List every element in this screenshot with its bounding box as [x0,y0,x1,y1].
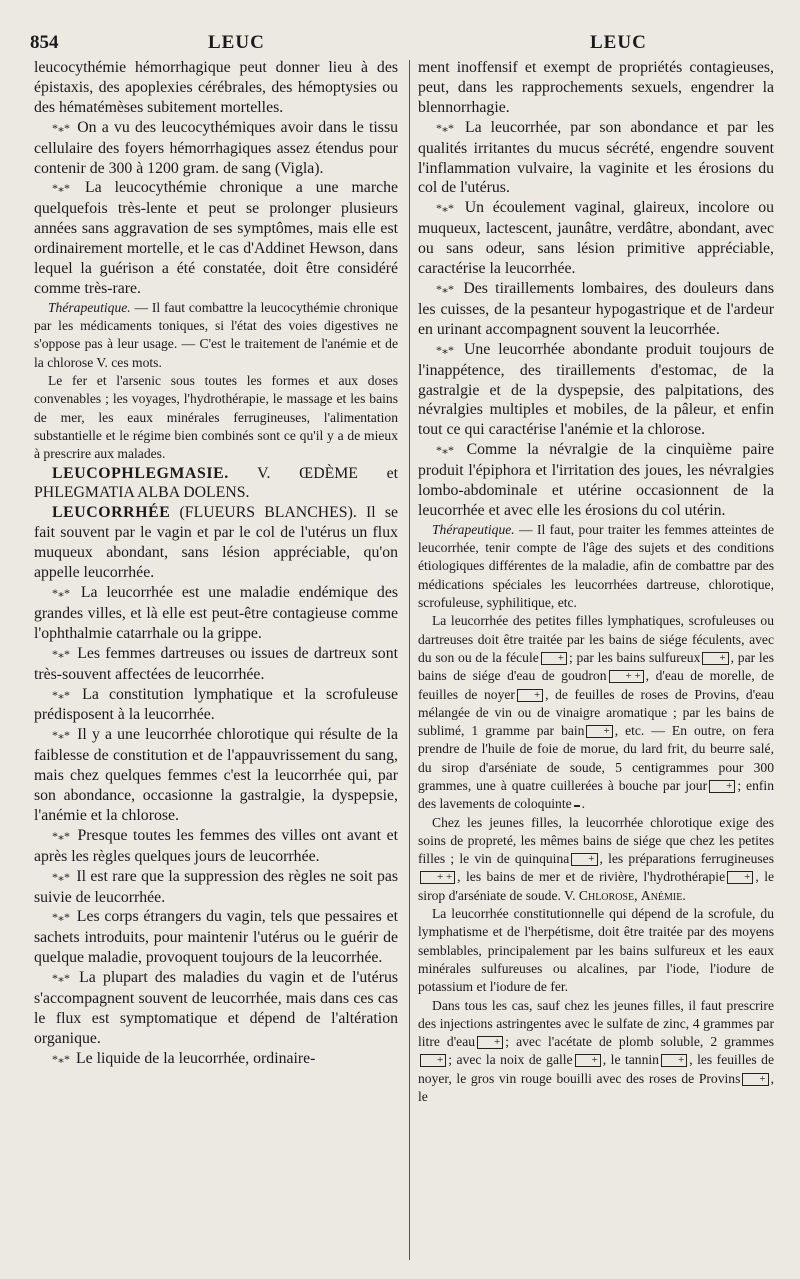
plus-box-icon: + [586,725,612,738]
asterism-icon: *⁎* [52,728,70,743]
plus-box-icon: + [571,853,597,866]
paragraph: *⁎* On a vu des leucocythémiques avoir dans le tissu cellulaire des foyers hémorrhagiques assez étendus pour contenir de 300 à 1200 gram. de sang (Vigla). [34,118,398,177]
asterism-icon: *⁎* [436,281,454,296]
paragraph: *⁎* Les corps étrangers du vagin, tels que pessaires et sachets introduits, pour maintenir l'utérus ou le guérir de quelque maladie, provoquent toujours de la leucorrhée. [34,908,398,967]
asterism-icon: *⁎* [436,120,454,135]
therapeutics-paragraph: Dans tous les cas, sauf chez les jeunes filles, il faut prescrire des injections astringentes avec le sulfate de zinc, 4 grammes par litre d'eau + ; avec l'acétate de plomb soluble, 2 grammes+ ; avec la noix de galle + , le tannin + , les feuilles de noyer, le gros vin rouge bouilli avec des roses de Provins + , le [418,997,774,1105]
paragraph: *⁎* Une leucorrhée abondante produit toujours de l'inappétence, des tiraillements d'estomac, de la gastralgie et de la dyspepsie, des palpitations, des névralgies multiples et mobiles, de la pâleur, et enfin tout ce qui caractérise l'anémie et la chlorose. [418,340,774,439]
plus-box-icon: + [477,1036,503,1049]
plus-box-icon: + [727,871,753,884]
paragraph: *⁎* Comme la névralgie de la cinquième paire produit l'épiphora et l'irritation des joues, les névralgies lombo-abdominale et utérine occasionnent de la leucorrhée et avec elle les érosions du col utérin. [418,441,774,519]
paragraph: *⁎* Le liquide de la leucorrhée, ordinaire- [52,1049,316,1067]
entry-leucophlegmasie: LEUCOPHLEGMASIE. V. ŒDÈME et PHLEGMATIA ALBA DOLENS. [34,464,398,502]
asterism-icon: *⁎* [52,1051,70,1066]
paragraph: *⁎* Il est rare que la suppression des règles ne soit pas suivie de leucorrhée. [34,867,398,906]
asterism-icon: *⁎* [52,646,70,661]
therapeutics-paragraph: Chez les jeunes filles, la leucorrhée chlorotique exige des soins de propreté, les mêmes bains de siége que chez les petites filles ; le vin de quinquina + , les préparations ferrugineuses+ + , les bains de mer et de rivière, l'hydrothérapie + , le sirop d'arséniate de soude. V. Chlorose, Anémie. [418,814,774,903]
plus-box-icon: + [420,1054,446,1067]
paragraph: *⁎* La constitution lymphatique et la scrofuleuse prédisposent à la leucorrhée. [34,685,398,724]
paragraph: *⁎* Les femmes dartreuses ou issues de dartreux sont très-souvent affectées de leucorrhée. [34,644,398,683]
plus-box-icon: + [575,1054,601,1067]
double-plus-box-icon: + + [420,871,455,884]
plus-box-icon: + [742,1073,768,1086]
running-header [30,32,772,58]
paragraph: ment inoffensif et exempt de propriétés contagieuses, peut, dans les rapprochements sexuels, engendrer la blennorrhagie. [418,59,774,116]
paragraph: *⁎* Presque toutes les femmes des villes ont avant et après les règles quelques jours de leucorrhée. [34,826,398,865]
asterism-icon: *⁎* [436,443,454,458]
section-label: Thérapeutique. [48,299,131,315]
empty-box-icon [574,805,580,807]
asterism-icon: *⁎* [436,342,454,357]
right-column [418,58,774,1263]
header-title-right: LEUC [590,32,647,53]
therapeutics-paragraph: La leucorrhée des petites filles lymphatiques, scrofuleuses ou dartreuses doit être traitée par les bains de siége féculents, avec du son ou de la fécule + ; par les bains sulfureux + , par les bains de siége d'eau de goudron + + , d'eau de morelle, de feuilles de noyer + , de feuilles de roses de Provins, d'eau mélangée de vin ou de vinaigre aromatique ; par les bains de sublimé, 1 gramme par bain + , etc. — En outre, on fera prendre de l'huile de foie de morue, du lard frit, du beurre salé, du sirop d'arséniate de soude, 5 centigrammes pour 300 grammes, une à quatre cuillerées à bouche par jour + ; enfin des lavements de coloquinte . [418,613,774,812]
asterism-icon: *⁎* [52,120,70,135]
asterism-icon: *⁎* [436,201,454,216]
entry-headword: LEUCOPHLEGMASIE. [52,464,229,482]
plus-box-icon: + [661,1054,687,1067]
asterism-icon: *⁎* [52,181,70,196]
column-divider [409,60,410,1260]
entry-headword: LEUCORRHÉE [52,504,171,522]
therapeutics-paragraph: Le fer et l'arsenic sous toutes les formes et aux doses convenables ; les voyages, l'hydrothérapie, le massage et les bains de mer, les eaux minérales ferrugineuses, l'alimentation substantielle et le régime bien combinés sont ce qu'il y a de mieux à prescrire aux malades. [34,373,398,462]
plus-box-icon: + [541,652,567,665]
plus-box-icon: + [702,652,728,665]
asterism-icon: *⁎* [52,910,70,925]
header-title-left: LEUC [208,32,265,53]
entry-leucorrhee: LEUCORRHÉE (FLUEURS BLANCHES). Il se fait souvent par le vagin et par le col de l'utérus un flux muqueux abondant, sans lésion appréciable, qu'on appelle leucorrhée. [34,504,398,582]
plus-box-icon: + [517,689,543,702]
double-plus-box-icon: + + [609,670,644,683]
paragraph: *⁎* La leucorrhée est une maladie endémique des grandes villes, et là elle est peut-être contagieuse comme l'ophthalmie catarrhale ou la grippe. [34,583,398,642]
paragraph: *⁎* La leucocythémie chronique a une marche quelquefois très-lente et peut se prolonger plusieurs années sans aggravation de ses symptômes, mais elle est ordinairement mortelle, et le cas d'Addinet Hewson, dans lequel la guérison a été constatée, doit être considéré comme très-rare. [34,179,398,297]
paragraph: *⁎* Un écoulement vaginal, glaireux, incolore ou muqueux, lactescent, jaunâtre, verdâtre, abondant, avec ou sans odeur, sans lésion primitive appréciable, caractérise la leucorrhée. [418,199,774,278]
section-label: Thérapeutique. [432,521,515,537]
left-column [34,58,398,1263]
plus-box-icon: + [709,780,735,793]
page-number: 854 [30,32,59,53]
paragraph: *⁎* Il y a une leucorrhée chlorotique qui résulte de la faiblesse de constitution et de l'appauvrissement du sang, mais chez quelques femmes c'est la leucorrhée qui, par son abondance, occasionne la gastralgie, la dyspepsie, l'anémie et la chlorose. [34,726,398,824]
therapeutics-paragraph: Thérapeutique. — Il faut, pour traiter les femmes atteintes de leucorrhée, tenir compte de l'âge des sujets et des conditions étiologiques différentes de la maladie, afin de combattre par des médications spéciales les leucorrhées dartreuse, chlorotique, scrofuleuse, syphilitique, etc. [418,521,774,611]
asterism-icon: *⁎* [52,971,70,986]
paragraph: *⁎* Des tiraillements lombaires, des douleurs dans les cuisses, de la pesanteur hypogastrique et de l'ardeur en urinant accompagnent souvent la leucorrhée. [418,279,774,338]
therapeutics-paragraph: La leucorrhée constitutionnelle qui dépend de la scrofule, du lymphatisme et de l'herpétisme, doit être traitée par des moyens semblables, principalement par les bains sulfureux et les eaux minérales sulfureuses ou alcalines, par l'iode, l'iodure de potassium et l'iodure de fer. [418,906,774,995]
paragraph: *⁎* La leucorrhée, par son abondance et par les qualités irritantes du mucus sécrété, engendre souvent l'inflammation vulvaire, la vaginite et les érosions du col de l'utérus. [418,118,774,197]
therapeutics-paragraph: Thérapeutique. — Il faut combattre la leucocythémie chronique par les médicaments toniques, si l'état des voies digestives ne s'oppose pas à leur usage. — C'est le traitement de l'anémie et de la chlorose V. ces mots. [34,299,398,370]
asterism-icon: *⁎* [52,828,70,843]
paragraph: leucocythémie hémorrhagique peut donner lieu à des épistaxis, des apoplexies cérébrales, des hémoptysies ou des hématémèses subitement mortelles. [34,59,398,116]
asterism-icon: *⁎* [52,869,70,884]
asterism-icon: *⁎* [52,687,70,702]
cross-reference: Anémie [640,887,683,903]
paragraph: *⁎* La plupart des maladies du vagin et de l'utérus s'accompagnent souvent de leucorrhée, mais dans ces cas le flux est symptomatique et dépend de l'altération organique. [34,969,398,1047]
asterism-icon: *⁎* [52,585,70,600]
cross-reference: Chlorose [578,887,635,903]
